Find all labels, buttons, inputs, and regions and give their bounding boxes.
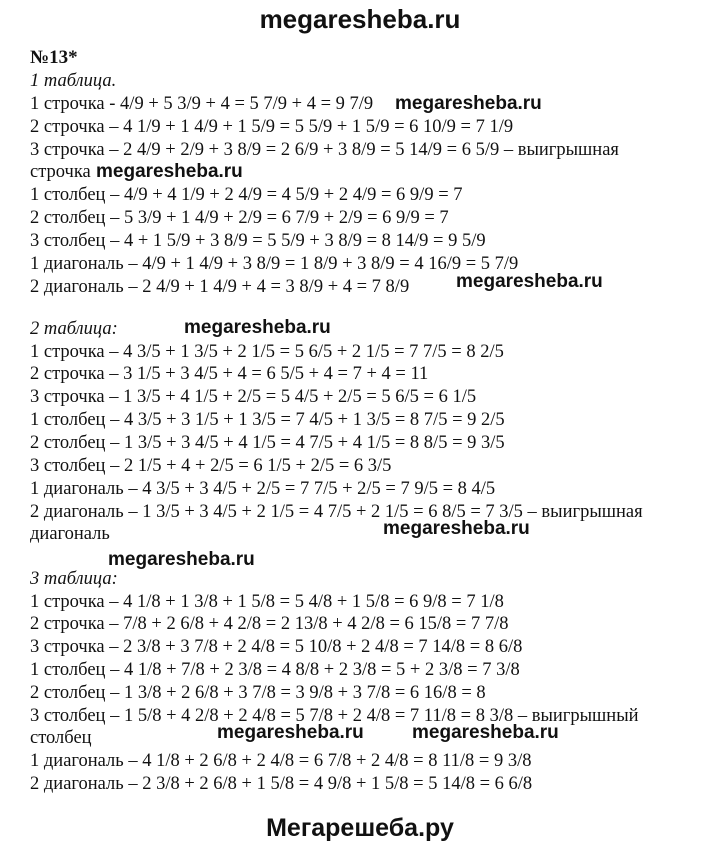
watermark: megaresheba.ru xyxy=(96,161,243,182)
solution-line: 1 строчка - 4/9 + 5 3/9 + 4 = 5 7/9 + 4 = 9 7/9 xyxy=(30,94,374,114)
solution-line: диагональ xyxy=(30,524,110,544)
solution-line: 2 столбец – 1 3/8 + 2 6/8 + 3 7/8 = 3 9/8 + 3 7/8 = 6 16/8 = 8 xyxy=(30,683,486,703)
solution-line: 2 строчка – 4 1/9 + 1 4/9 + 1 5/9 = 5 5/9 + 1 5/9 = 6 10/9 = 7 1/9 xyxy=(30,117,514,137)
solution-line: 1 диагональ – 4 3/5 + 3 4/5 + 2/5 = 7 7/5 + 2/5 = 7 9/5 = 8 4/5 xyxy=(30,479,496,499)
solution-line: строчка xyxy=(30,162,91,182)
solution-line: 1 диагональ – 4/9 + 1 4/9 + 3 8/9 = 1 8/9 + 3 8/9 = 4 16/9 = 5 7/9 xyxy=(30,254,519,274)
solution-line: столбец xyxy=(30,728,92,748)
watermark: megaresheba.ru xyxy=(412,722,559,743)
solution-line: 3 столбец – 4 + 1 5/9 + 3 8/9 = 5 5/9 + 3 8/9 = 8 14/9 = 9 5/9 xyxy=(30,231,486,251)
solution-line: 2 диагональ – 1 3/5 + 3 4/5 + 2 1/5 = 4 7/5 + 2 1/5 = 6 8/5 = 7 3/5 – выигрышная xyxy=(30,502,643,522)
solution-line: 1 строчка – 4 3/5 + 1 3/5 + 2 1/5 = 5 6/5 + 2 1/5 = 7 7/5 = 8 2/5 xyxy=(30,342,504,362)
task-number: №13* xyxy=(30,47,78,68)
watermark: megaresheba.ru xyxy=(217,722,364,743)
solution-line: 1 диагональ – 4 1/8 + 2 6/8 + 2 4/8 = 6 7/8 + 2 4/8 = 8 11/8 = 9 3/8 xyxy=(30,751,532,771)
table2-heading: 2 таблица: xyxy=(30,319,118,339)
site-header: megaresheba.ru xyxy=(259,4,461,34)
solution-line: 1 столбец – 4/9 + 4 1/9 + 2 4/9 = 4 5/9 + 2 4/9 = 6 9/9 = 7 xyxy=(30,185,463,205)
solution-line: 3 столбец – 1 5/8 + 4 2/8 + 2 4/8 = 5 7/8 + 2 4/8 = 7 11/8 = 8 3/8 – выигрышный xyxy=(30,706,639,726)
solution-line: 3 строчка – 2 3/8 + 3 7/8 + 2 4/8 = 5 10/8 + 2 4/8 = 7 14/8 = 8 6/8 xyxy=(30,637,523,657)
table3-heading: 3 таблица: xyxy=(30,569,118,589)
solution-line: 2 диагональ – 2 4/9 + 1 4/9 + 4 = 3 8/9 + 4 = 7 8/9 xyxy=(30,277,410,297)
solution-line: 2 строчка – 7/8 + 2 6/8 + 4 2/8 = 2 13/8 + 4 2/8 = 6 15/8 = 7 7/8 xyxy=(30,614,509,634)
solution-line: 1 строчка – 4 1/8 + 1 3/8 + 1 5/8 = 5 4/8 + 1 5/8 = 6 9/8 = 7 1/8 xyxy=(30,592,504,612)
watermark: megaresheba.ru xyxy=(108,549,255,570)
watermark: megaresheba.ru xyxy=(383,518,530,539)
watermark: megaresheba.ru xyxy=(184,317,331,338)
solution-line: 1 столбец – 4 3/5 + 3 1/5 + 1 3/5 = 7 4/5 + 1 3/5 = 8 7/5 = 9 2/5 xyxy=(30,410,505,430)
watermark: megaresheba.ru xyxy=(456,271,603,292)
solution-line: 2 диагональ – 2 3/8 + 2 6/8 + 1 5/8 = 4 9/8 + 1 5/8 = 5 14/8 = 6 6/8 xyxy=(30,774,533,794)
watermark: megaresheba.ru xyxy=(395,93,542,114)
solution-line: 2 столбец – 1 3/5 + 3 4/5 + 4 1/5 = 4 7/5 + 4 1/5 = 8 8/5 = 9 3/5 xyxy=(30,433,505,453)
site-footer: Мегарешеба.ру xyxy=(266,814,454,842)
solution-line: 3 строчка – 2 4/9 + 2/9 + 3 8/9 = 2 6/9 + 3 8/9 = 5 14/9 = 6 5/9 – выигрышная xyxy=(30,140,619,160)
solution-line: 3 столбец – 2 1/5 + 4 + 2/5 = 6 1/5 + 2/5 = 6 3/5 xyxy=(30,456,392,476)
solution-line: 3 строчка – 1 3/5 + 4 1/5 + 2/5 = 5 4/5 + 2/5 = 5 6/5 = 6 1/5 xyxy=(30,387,477,407)
table1-heading: 1 таблица. xyxy=(30,71,117,91)
solution-line: 2 столбец – 5 3/9 + 1 4/9 + 2/9 = 6 7/9 + 2/9 = 6 9/9 = 7 xyxy=(30,208,449,228)
solution-line: 2 строчка – 3 1/5 + 3 4/5 + 4 = 6 5/5 + 4 = 7 + 4 = 11 xyxy=(30,364,429,384)
solution-line: 1 столбец – 4 1/8 + 7/8 + 2 3/8 = 4 8/8 + 2 3/8 = 5 + 2 3/8 = 7 3/8 xyxy=(30,660,520,680)
